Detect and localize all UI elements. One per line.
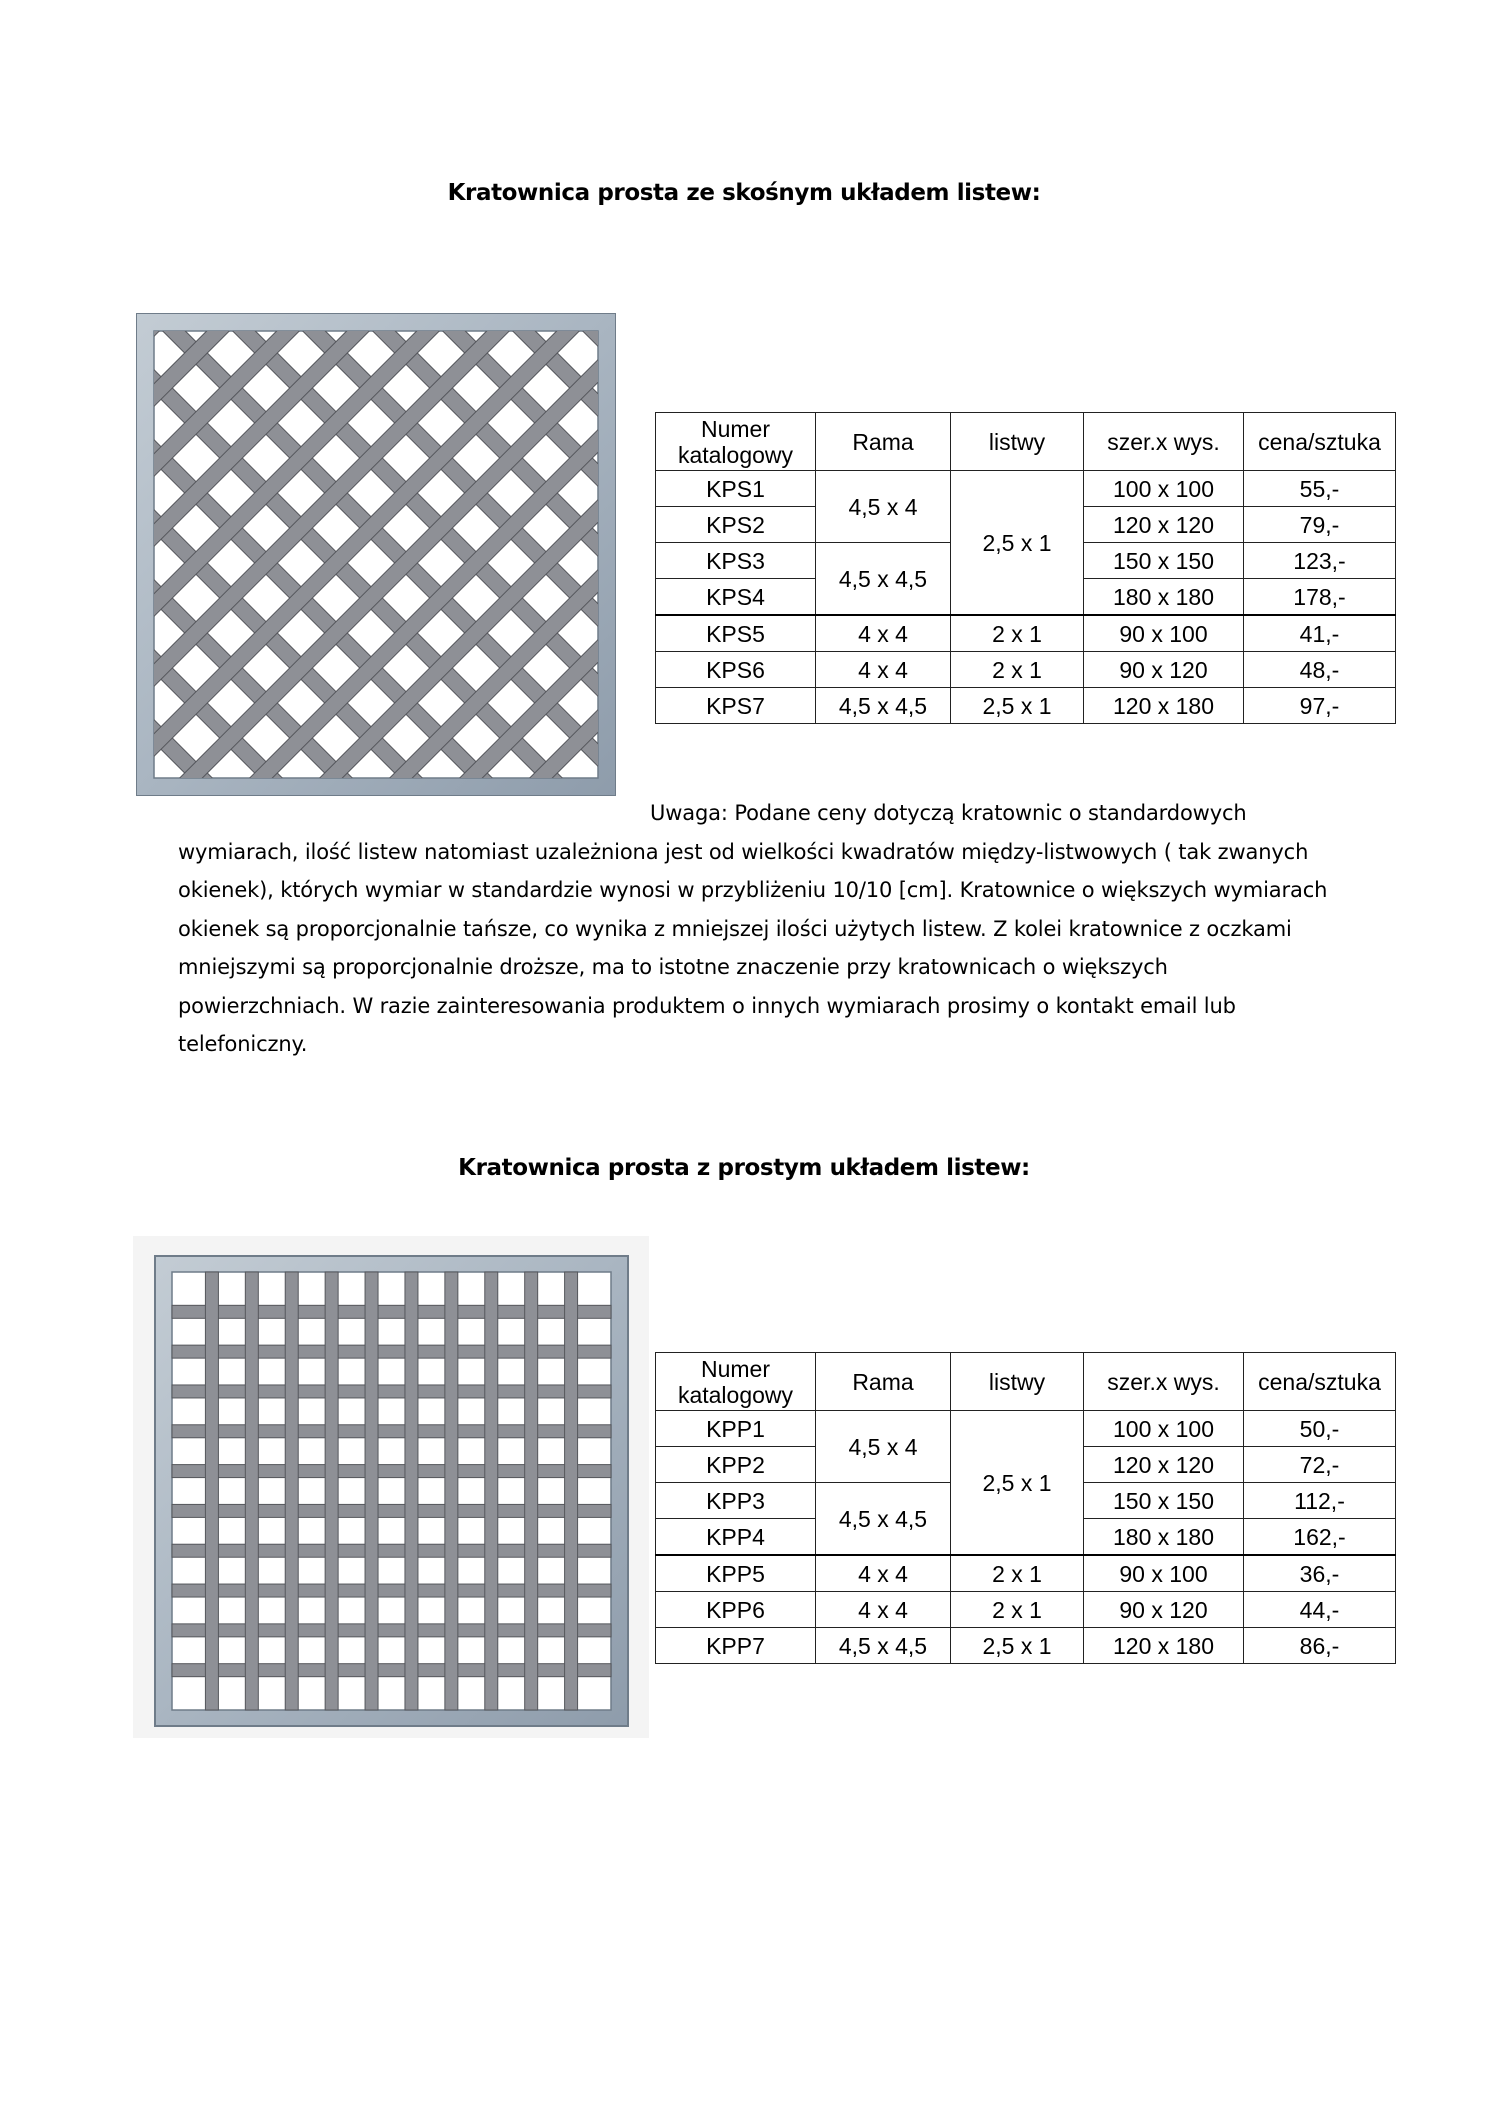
cell-price: 50,- xyxy=(1244,1411,1396,1447)
cell-slats: 2,5 x 1 xyxy=(951,688,1084,724)
cell-code: KPP2 xyxy=(656,1447,816,1483)
cell-frame: 4 x 4 xyxy=(816,652,951,688)
table-row xyxy=(656,1411,1396,1447)
cell-slats: 2,5 x 1 xyxy=(951,1628,1084,1664)
cell-code: KPS7 xyxy=(656,688,816,724)
cell-price: 86,- xyxy=(1244,1628,1396,1664)
cell-code: KPS2 xyxy=(656,507,816,543)
cell-dimensions: 120 x 120 xyxy=(1084,507,1244,543)
slat xyxy=(525,1272,538,1710)
cell-dimensions: 180 x 180 xyxy=(1084,1519,1244,1556)
cell-dimensions: 150 x 150 xyxy=(1084,543,1244,579)
cell-price: 97,- xyxy=(1244,688,1396,724)
slat xyxy=(205,1272,218,1710)
cell-frame: 4 x 4 xyxy=(816,615,951,652)
header-frame: Rama xyxy=(816,413,951,471)
cell-code: KPS5 xyxy=(656,615,816,652)
slat xyxy=(172,1664,611,1677)
cell-frame: 4,5 x 4 xyxy=(816,1411,951,1483)
slat xyxy=(172,1624,611,1637)
cell-frame: 4,5 x 4,5 xyxy=(816,543,951,616)
cell-dimensions: 90 x 100 xyxy=(1084,615,1244,652)
cell-dimensions: 120 x 120 xyxy=(1084,1447,1244,1483)
slat xyxy=(565,1272,578,1710)
header-slats: listwy xyxy=(951,1353,1084,1411)
trellis-straight-illustration xyxy=(133,1236,649,1738)
table-row xyxy=(656,471,1396,507)
cell-code: KPP4 xyxy=(656,1519,816,1556)
table-header-row xyxy=(656,1353,1396,1411)
cell-dimensions: 120 x 180 xyxy=(1084,688,1244,724)
slat xyxy=(245,1272,258,1710)
price-table-kpp xyxy=(655,1352,1396,1664)
cell-dimensions: 100 x 100 xyxy=(1084,471,1244,507)
cell-price: 36,- xyxy=(1244,1555,1396,1592)
cell-frame: 4 x 4 xyxy=(816,1592,951,1628)
cell-price: 41,- xyxy=(1244,615,1396,652)
cell-price: 178,- xyxy=(1244,579,1396,616)
header-dimensions: szer.x wys. xyxy=(1084,1353,1244,1411)
cell-code: KPP1 xyxy=(656,1411,816,1447)
cell-slats: 2 x 1 xyxy=(951,1555,1084,1592)
section-heading-straight: Kratownica prosta z prostym układem listew: xyxy=(458,1155,1030,1181)
slat xyxy=(172,1584,611,1597)
cell-code: KPS1 xyxy=(656,471,816,507)
header-dimensions: szer.x wys. xyxy=(1084,413,1244,471)
table-row xyxy=(656,615,1396,652)
cell-slats: 2 x 1 xyxy=(951,1592,1084,1628)
slat xyxy=(172,1425,611,1438)
slat xyxy=(285,1272,298,1710)
slat xyxy=(172,1465,611,1478)
cell-dimensions: 90 x 120 xyxy=(1084,652,1244,688)
cell-price: 72,- xyxy=(1244,1447,1396,1483)
trellis-opening xyxy=(172,1272,611,1710)
slat xyxy=(172,1385,611,1398)
header-price: cena/sztuka xyxy=(1244,413,1396,471)
cell-code: KPP5 xyxy=(656,1555,816,1592)
section-heading-diagonal: Kratownica prosta ze skośnym układem listew: xyxy=(447,180,1041,206)
cell-frame: 4,5 x 4 xyxy=(816,471,951,543)
cell-dimensions: 100 x 100 xyxy=(1084,1411,1244,1447)
price-table-kps xyxy=(655,412,1396,724)
cell-slats: 2,5 x 1 xyxy=(951,471,1084,616)
slat xyxy=(445,1272,458,1710)
table-row xyxy=(656,688,1396,724)
cell-code: KPS4 xyxy=(656,579,816,616)
cell-price: 44,- xyxy=(1244,1592,1396,1628)
cell-slats: 2 x 1 xyxy=(951,652,1084,688)
header-catalog-number: Numer katalogowy xyxy=(656,413,816,471)
cell-frame: 4,5 x 4,5 xyxy=(816,1483,951,1556)
cell-price: 123,- xyxy=(1244,543,1396,579)
cell-price: 55,- xyxy=(1244,471,1396,507)
header-catalog-number: Numer katalogowy xyxy=(656,1353,816,1411)
price-note-paragraph: Uwaga: Podane ceny dotyczą kratownic o standardowych wymiarach, ilość listew natomiast uzależniona jest od wielkości kwadratów między-listwowych ( tak zwanych okienek), których wymiar w standardzie wynosi w przybliżeniu 10/10 [cm]. Kratownice o większych wymiarach okienek są proporcjonalnie tańsze, co wynika z mniejszej ilości użytych listew. Z kolei kratownice z oczkami mniejszymi są proporcjonalnie droższe, ma to istotne znaczenie przy kratownicach o większych powierzchniach. W razie zainteresowania produktem o innych wymiarach prosimy o kontakt email lub telefoniczny. xyxy=(178,801,1328,1056)
table-row xyxy=(656,1628,1396,1664)
cell-dimensions: 90 x 120 xyxy=(1084,1592,1244,1628)
cell-price: 79,- xyxy=(1244,507,1396,543)
slat xyxy=(172,1544,611,1557)
table-row xyxy=(656,652,1396,688)
cell-slats: 2,5 x 1 xyxy=(951,1411,1084,1556)
table-header-row xyxy=(656,413,1396,471)
cell-price: 112,- xyxy=(1244,1483,1396,1519)
cell-frame: 4,5 x 4,5 xyxy=(816,1628,951,1664)
cell-dimensions: 90 x 100 xyxy=(1084,1555,1244,1592)
cell-price: 48,- xyxy=(1244,652,1396,688)
cell-dimensions: 180 x 180 xyxy=(1084,579,1244,616)
table-row xyxy=(656,1555,1396,1592)
cell-frame: 4,5 x 4,5 xyxy=(816,688,951,724)
cell-dimensions: 120 x 180 xyxy=(1084,1628,1244,1664)
slat xyxy=(325,1272,338,1710)
cell-slats: 2 x 1 xyxy=(951,615,1084,652)
slat xyxy=(405,1272,418,1710)
slat xyxy=(485,1272,498,1710)
header-frame: Rama xyxy=(816,1353,951,1411)
slat xyxy=(172,1345,611,1358)
trellis-diagonal-illustration xyxy=(136,313,616,796)
table-row xyxy=(656,1592,1396,1628)
cell-price: 162,- xyxy=(1244,1519,1396,1556)
cell-code: KPP6 xyxy=(656,1592,816,1628)
header-slats: listwy xyxy=(951,413,1084,471)
slat xyxy=(172,1305,611,1318)
cell-code: KPS6 xyxy=(656,652,816,688)
slat xyxy=(172,1504,611,1517)
cell-code: KPP7 xyxy=(656,1628,816,1664)
cell-frame: 4 x 4 xyxy=(816,1555,951,1592)
header-price: cena/sztuka xyxy=(1244,1353,1396,1411)
cell-dimensions: 150 x 150 xyxy=(1084,1483,1244,1519)
cell-code: KPP3 xyxy=(656,1483,816,1519)
cell-code: KPS3 xyxy=(656,543,816,579)
slat xyxy=(365,1272,378,1710)
